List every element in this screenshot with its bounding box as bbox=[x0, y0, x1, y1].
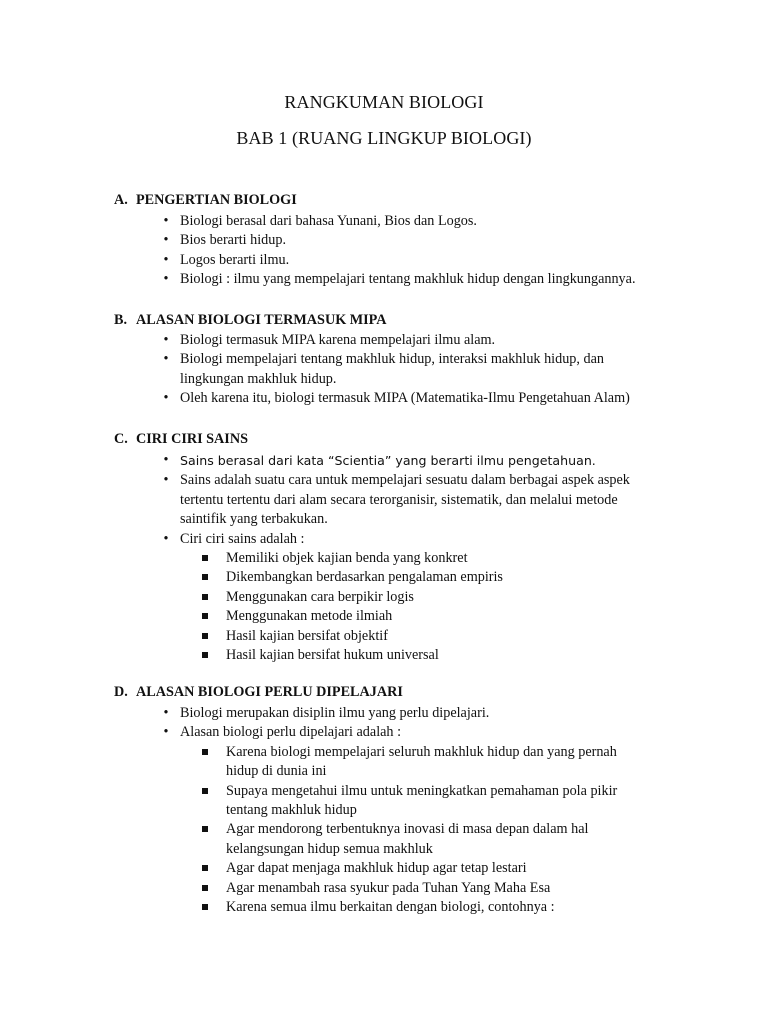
section-title: CIRI CIRI SAINS bbox=[136, 431, 248, 447]
alasan-sublist bbox=[202, 743, 642, 918]
section-a-list bbox=[160, 212, 680, 290]
bullet-icon: • bbox=[163, 332, 169, 348]
bullet-icon: • bbox=[163, 705, 169, 721]
section-c-list bbox=[160, 451, 672, 665]
sublist-item: Agar menambah rasa syukur pada Tuhan Yang Maha Esa bbox=[202, 879, 642, 898]
section-letter: B. bbox=[114, 312, 128, 328]
ciri-sains-sublist bbox=[202, 549, 662, 665]
square-bullet-icon bbox=[202, 865, 208, 871]
section-title: PENGERTIAN BIOLOGI bbox=[136, 192, 297, 208]
document-title: RANGKUMAN BIOLOGI bbox=[284, 92, 484, 112]
section-heading-d bbox=[114, 684, 403, 701]
bullet-icon: • bbox=[163, 452, 169, 468]
bullet-icon: • bbox=[163, 232, 169, 249]
sublist-item: Hasil kajian bersifat hukum universal bbox=[202, 646, 662, 665]
sublist-item: Karena biologi mempelajari seluruh makhluk hidup dan yang pernah hidup di dunia ini bbox=[202, 743, 642, 782]
bullet-icon: • bbox=[163, 251, 169, 268]
list-item: • Sains adalah suatu cara untuk mempelajari sesuatu dalam berbagai aspek aspek tertentu tertentu dari alam secara terorganisir, sistematik, dan melalui metode saintifik yang terbakukan. bbox=[160, 471, 658, 529]
sublist-item: Hasil kajian bersifat objektif bbox=[202, 627, 662, 646]
sublist-item: Agar mendorong terbentuknya inovasi di masa depan dalam hal kelangsungan hidup semua makhluk bbox=[202, 820, 642, 859]
section-letter: C. bbox=[114, 431, 128, 447]
list-item: • Biologi : ilmu yang mempelajari tentang makhluk hidup dengan lingkungannya. bbox=[160, 270, 700, 289]
section-title: ALASAN BIOLOGI PERLU DIPELAJARI bbox=[136, 684, 403, 700]
bullet-icon: • bbox=[163, 213, 169, 229]
section-heading-b bbox=[114, 312, 387, 329]
bullet-icon: • bbox=[163, 472, 169, 489]
square-bullet-icon bbox=[202, 826, 208, 832]
sublist-item: Memiliki objek kajian benda yang konkret bbox=[202, 549, 662, 568]
section-letter: A. bbox=[114, 192, 128, 208]
list-item: • Bios berarti hidup. bbox=[160, 231, 680, 250]
sublist-item: Menggunakan cara berpikir logis bbox=[202, 588, 662, 607]
square-bullet-icon bbox=[202, 633, 208, 639]
section-b-list bbox=[160, 331, 665, 409]
square-bullet-icon bbox=[202, 613, 208, 619]
sublist-item: Menggunakan metode ilmiah bbox=[202, 607, 662, 626]
list-item: • Sains berasal dari kata “Scientia” yang berarti ilmu pengetahuan. bbox=[160, 451, 672, 471]
bullet-icon: • bbox=[163, 271, 169, 288]
sublist-item: Dikembangkan berdasarkan pengalaman empiris bbox=[202, 568, 662, 587]
section-heading-c bbox=[114, 431, 248, 448]
bullet-icon: • bbox=[163, 724, 169, 741]
bullet-icon: • bbox=[163, 351, 169, 368]
list-item: • Biologi mempelajari tentang makhluk hidup, interaksi makhluk hidup, dan lingkungan makhluk hidup. bbox=[160, 350, 645, 389]
square-bullet-icon bbox=[202, 885, 208, 891]
square-bullet-icon bbox=[202, 555, 208, 561]
section-d-list bbox=[160, 704, 660, 917]
section-title: ALASAN BIOLOGI TERMASUK MIPA bbox=[136, 312, 387, 328]
square-bullet-icon bbox=[202, 749, 208, 755]
document-subtitle: BAB 1 (RUANG LINGKUP BIOLOGI) bbox=[236, 128, 532, 148]
list-item: • Biologi berasal dari bahasa Yunani, Bios dan Logos. bbox=[160, 212, 680, 231]
sublist-item: Supaya mengetahui ilmu untuk meningkatkan pemahaman pola pikir tentang makhluk hidup bbox=[202, 782, 642, 821]
list-item: • Oleh karena itu, biologi termasuk MIPA (Matematika-Ilmu Pengetahuan Alam) bbox=[160, 389, 665, 408]
square-bullet-icon bbox=[202, 788, 208, 794]
sublist-item: Agar dapat menjaga makhluk hidup agar tetap lestari bbox=[202, 859, 642, 878]
list-item: • Biologi merupakan disiplin ilmu yang perlu dipelajari. bbox=[160, 704, 660, 723]
list-item: • Logos berarti ilmu. bbox=[160, 251, 680, 270]
square-bullet-icon bbox=[202, 904, 208, 910]
list-item: • Biologi termasuk MIPA karena mempelajari ilmu alam. bbox=[160, 331, 665, 350]
section-letter: D. bbox=[114, 684, 128, 700]
list-item: • Ciri ciri sains adalah : Memiliki objek kajian benda yang konkret Dikembangkan berdasarkan pengalaman empiris Menggunakan cara berpikir logis Menggunakan metode ilmiah Hasil kajian bersifat objektif Hasil kajian bersifat hukum universal bbox=[160, 530, 672, 666]
bullet-icon: • bbox=[163, 530, 169, 547]
bullet-icon: • bbox=[163, 390, 169, 407]
square-bullet-icon bbox=[202, 652, 208, 658]
section-heading-a bbox=[114, 192, 297, 209]
list-item: • Alasan biologi perlu dipelajari adalah : Karena biologi mempelajari seluruh makhluk hidup dan yang pernah hidup di dunia ini Supaya mengetahui ilmu untuk meningkatkan pemahaman pola pikir tentang makhluk hidup Agar mendorong terbentuknya inovasi di masa depan dalam hal kelangsungan hidup semua makhluk Agar dapat menjaga makhluk hidup agar tetap lestari Agar menambah rasa syukur pada Tuhan Yang Maha Esa Karena semua ilmu berkaitan dengan biologi, contohnya : bbox=[160, 723, 660, 917]
square-bullet-icon bbox=[202, 594, 208, 600]
square-bullet-icon bbox=[202, 574, 208, 580]
sublist-item: Karena semua ilmu berkaitan dengan biologi, contohnya : bbox=[202, 898, 642, 917]
